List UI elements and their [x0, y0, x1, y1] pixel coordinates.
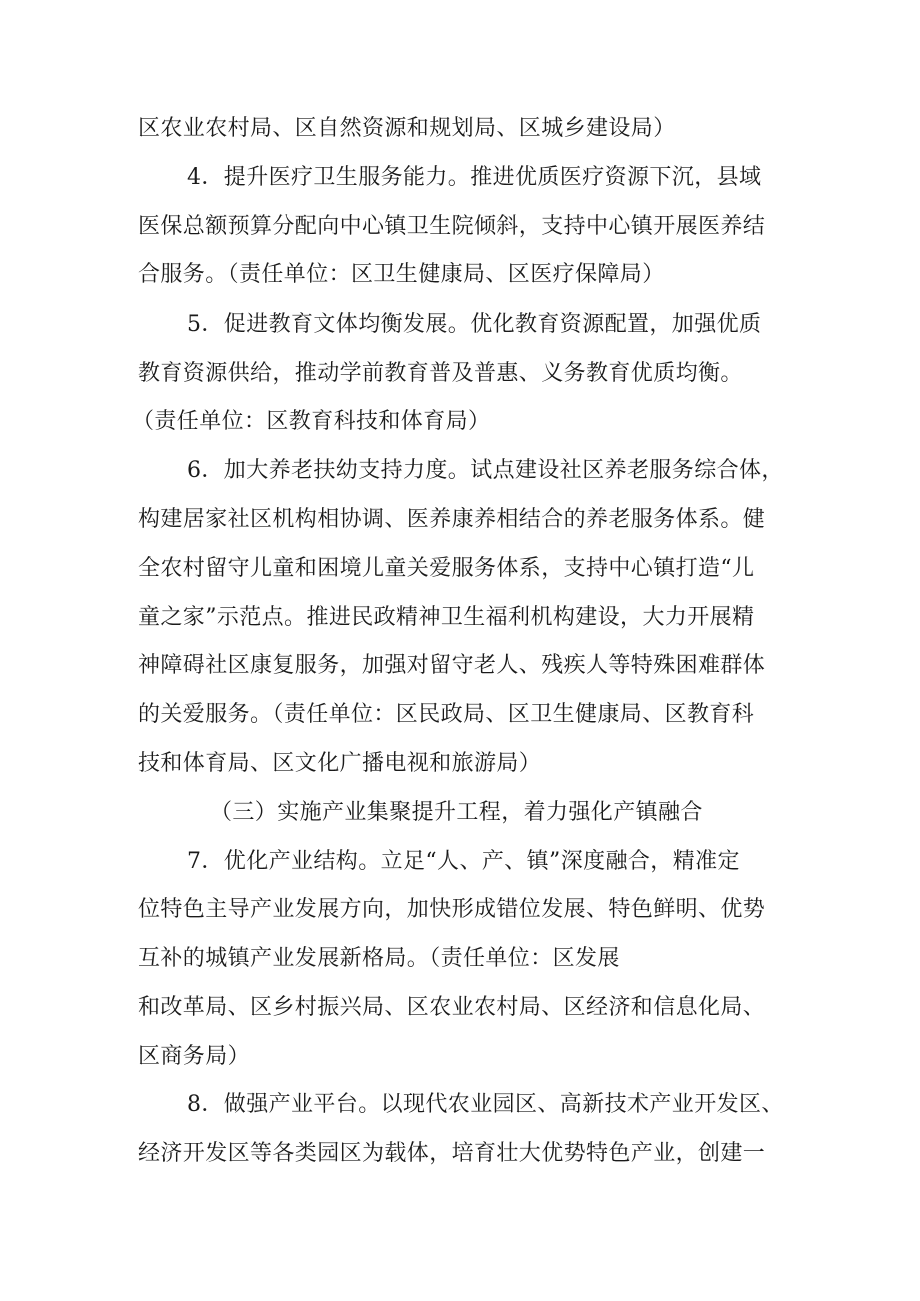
text-line: 全农村留守儿童和困境儿童关爱服务体系，支持中心镇打造“儿: [138, 556, 755, 581]
text-line: （责任单位：区教育科技和体育局）: [132, 409, 491, 434]
text-line: 医保总额预算分配向中心镇卫生院倾斜，支持中心镇开展医养结: [138, 214, 766, 239]
text-line: 构建居家社区机构相协调、医养康养相结合的养老服务体系。健: [138, 507, 766, 532]
text-line: 教育资源供给，推动学前教育普及普惠、义务教育优质均衡。: [138, 361, 743, 386]
text-line: 技和体育局、区文化广播电视和旅游局）: [138, 751, 542, 776]
text-line: 合服务。（责任单位：区卫生健康局、区医疗保障局）: [138, 262, 665, 287]
item-6-heading: 6．加大养老扶幼支持力度。试点建设社区养老服务综合体，: [187, 458, 784, 483]
section-heading: （三）实施产业集聚提升工程，着力强化产镇融合: [210, 800, 703, 825]
text-line: 童之家”示范点。推进民政精神卫生福利机构建设，大力开展精: [138, 605, 755, 630]
text-line: 的关爱服务。（责任单位：区民政局、区卫生健康局、区教育科: [138, 702, 755, 727]
text-line: 互补的城镇产业发展新格局。（责任单位：区发展: [138, 946, 620, 971]
text-line: 和改革局、区乡村振兴局、区农业农村局、区经济和信息化局、: [138, 995, 766, 1020]
text-line: 经济开发区等各类园区为载体，培育壮大优势特色产业，创建一: [138, 1141, 766, 1166]
item-8-heading: 8．做强产业平台。以现代农业园区、高新技术产业开发区、: [187, 1092, 784, 1117]
text-line: 位特色主导产业发展方向，加快形成错位发展、特色鲜明、优势: [138, 897, 766, 922]
text-line: 神障碍社区康复服务，加强对留守老人、残疾人等特殊困难群体: [138, 653, 766, 678]
item-4-heading: 4．提升医疗卫生服务能力。推进优质医疗资源下沉，县域: [187, 165, 762, 190]
text-line: 区农业农村局、区自然资源和规划局、区城乡建设局）: [138, 116, 676, 141]
text-line: 区商务局）: [138, 1044, 251, 1069]
item-5-heading: 5．促进教育文体均衡发展。优化教育资源配置，加强优质: [187, 312, 762, 337]
item-7-heading: 7．优化产业结构。立足“人、产、镇”深度融合，精准定: [187, 849, 740, 874]
